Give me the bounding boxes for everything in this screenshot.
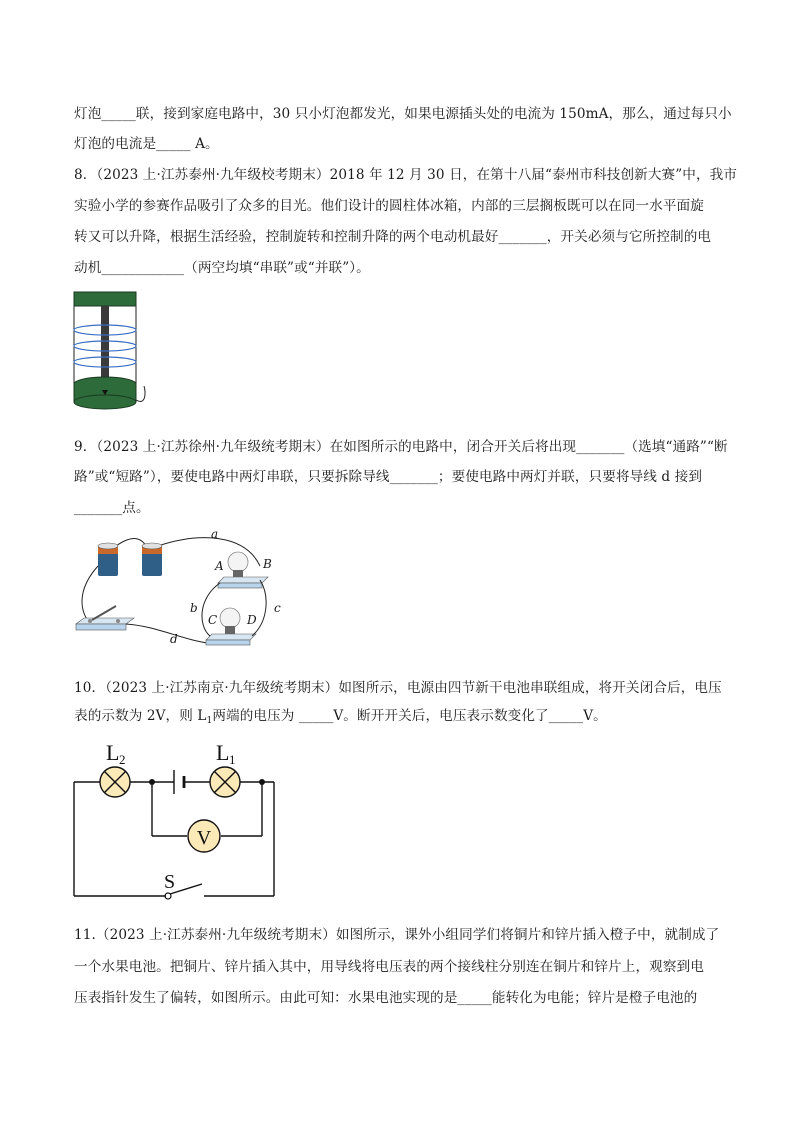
voltmeter-label: V [196,827,212,849]
voltmeter [188,820,220,852]
fridge-figure [66,288,156,418]
label-L1-sub: 1 [229,752,236,767]
lamp-top [218,552,268,588]
lamp-L2 [100,767,130,797]
circuit-figure-q10 [70,736,285,906]
switch [76,606,134,630]
q9-line-1: 9．（2023 上·江苏徐州·九年级统考期末）在如图所示的电路中，闭合开关后将出现_______（选填“通路”“断 [74,439,728,455]
label-L2: L [106,740,120,765]
label-D: D [247,613,257,627]
q7-line-1: 灯泡_____联，接到家庭电路中，30 只小灯泡都发光，如果电源插头处的电流为 150mA，那么，通过每只小 [74,106,732,122]
q10-line-1: 10．（2023 上·江苏南京·九年级统考期末）如图所示，电源由四节新干电池串联组成，将开关闭合后，电压 [74,680,722,696]
q10-line-2-b: 两端的电压为 _____V。断开开关后，电压表示数变化了_____V。 [212,708,607,724]
q10-line-2-a: 表的示数为 2V，则 L [74,708,207,724]
q8-line-3: 转又可以升降，根据生活经验，控制旋转和控制升降的两个电动机最好_______，开关必须与它所控制的电 [74,229,712,245]
label-C: C [208,613,218,627]
label-c: c [274,601,281,615]
circuit-figure-q9 [70,526,300,661]
label-B: B [263,557,272,571]
q8-line-2: 实验小学的参赛作品吸引了众多的目光。他们设计的圆柱体冰箱，内部的三层搁板既可以在同一水平面旋 [74,198,704,214]
q10-line-2 [74,706,607,731]
q8-line-4: 动机____________（两空均填“串联”或“并联”）。 [74,260,370,276]
label-d: d [170,632,178,646]
battery-2 [142,543,162,576]
battery-1 [98,543,118,576]
q11-line-1: 11.（2023 上·江苏泰州·九年级统考期末）如图所示，课外小组同学们将铜片和锌片插入橙子中，就制成了 [74,927,720,943]
label-S: S [164,871,176,893]
label-b: b [190,601,198,615]
label-A: A [215,559,224,573]
q8-line-1: 8．（2023 上·江苏泰州·九年级校考期末）2018 年 12 月 30 日，在第十八届“泰州市科技创新大赛”中，我市 [74,167,738,183]
lamp-L1 [210,767,240,797]
q9-line-3: _______点。 [74,500,150,516]
q11-line-2: 一个水果电池。把铜片、锌片插入其中，用导线将电压表的两个接线柱分别连在铜片和锌片上，观察到电 [74,959,704,975]
q11-line-3: 压表指针发生了偏转，如图所示。由此可知：水果电池实现的是_____能转化为电能；锌片是橙子电池的 [74,990,698,1006]
q9-line-2: 路”或“短路”），要使电路中两灯串联，只要拆除导线_______；要使电路中两灯并联，只要将导线 d 接到 [74,469,703,485]
q10-line-2-sub: 1 [206,716,213,726]
label-a: a [211,527,219,541]
label-L2-sub: 2 [119,752,126,767]
label-L1: L [216,740,230,765]
q7-line-2: 灯泡的电流是_____ A。 [74,136,219,152]
